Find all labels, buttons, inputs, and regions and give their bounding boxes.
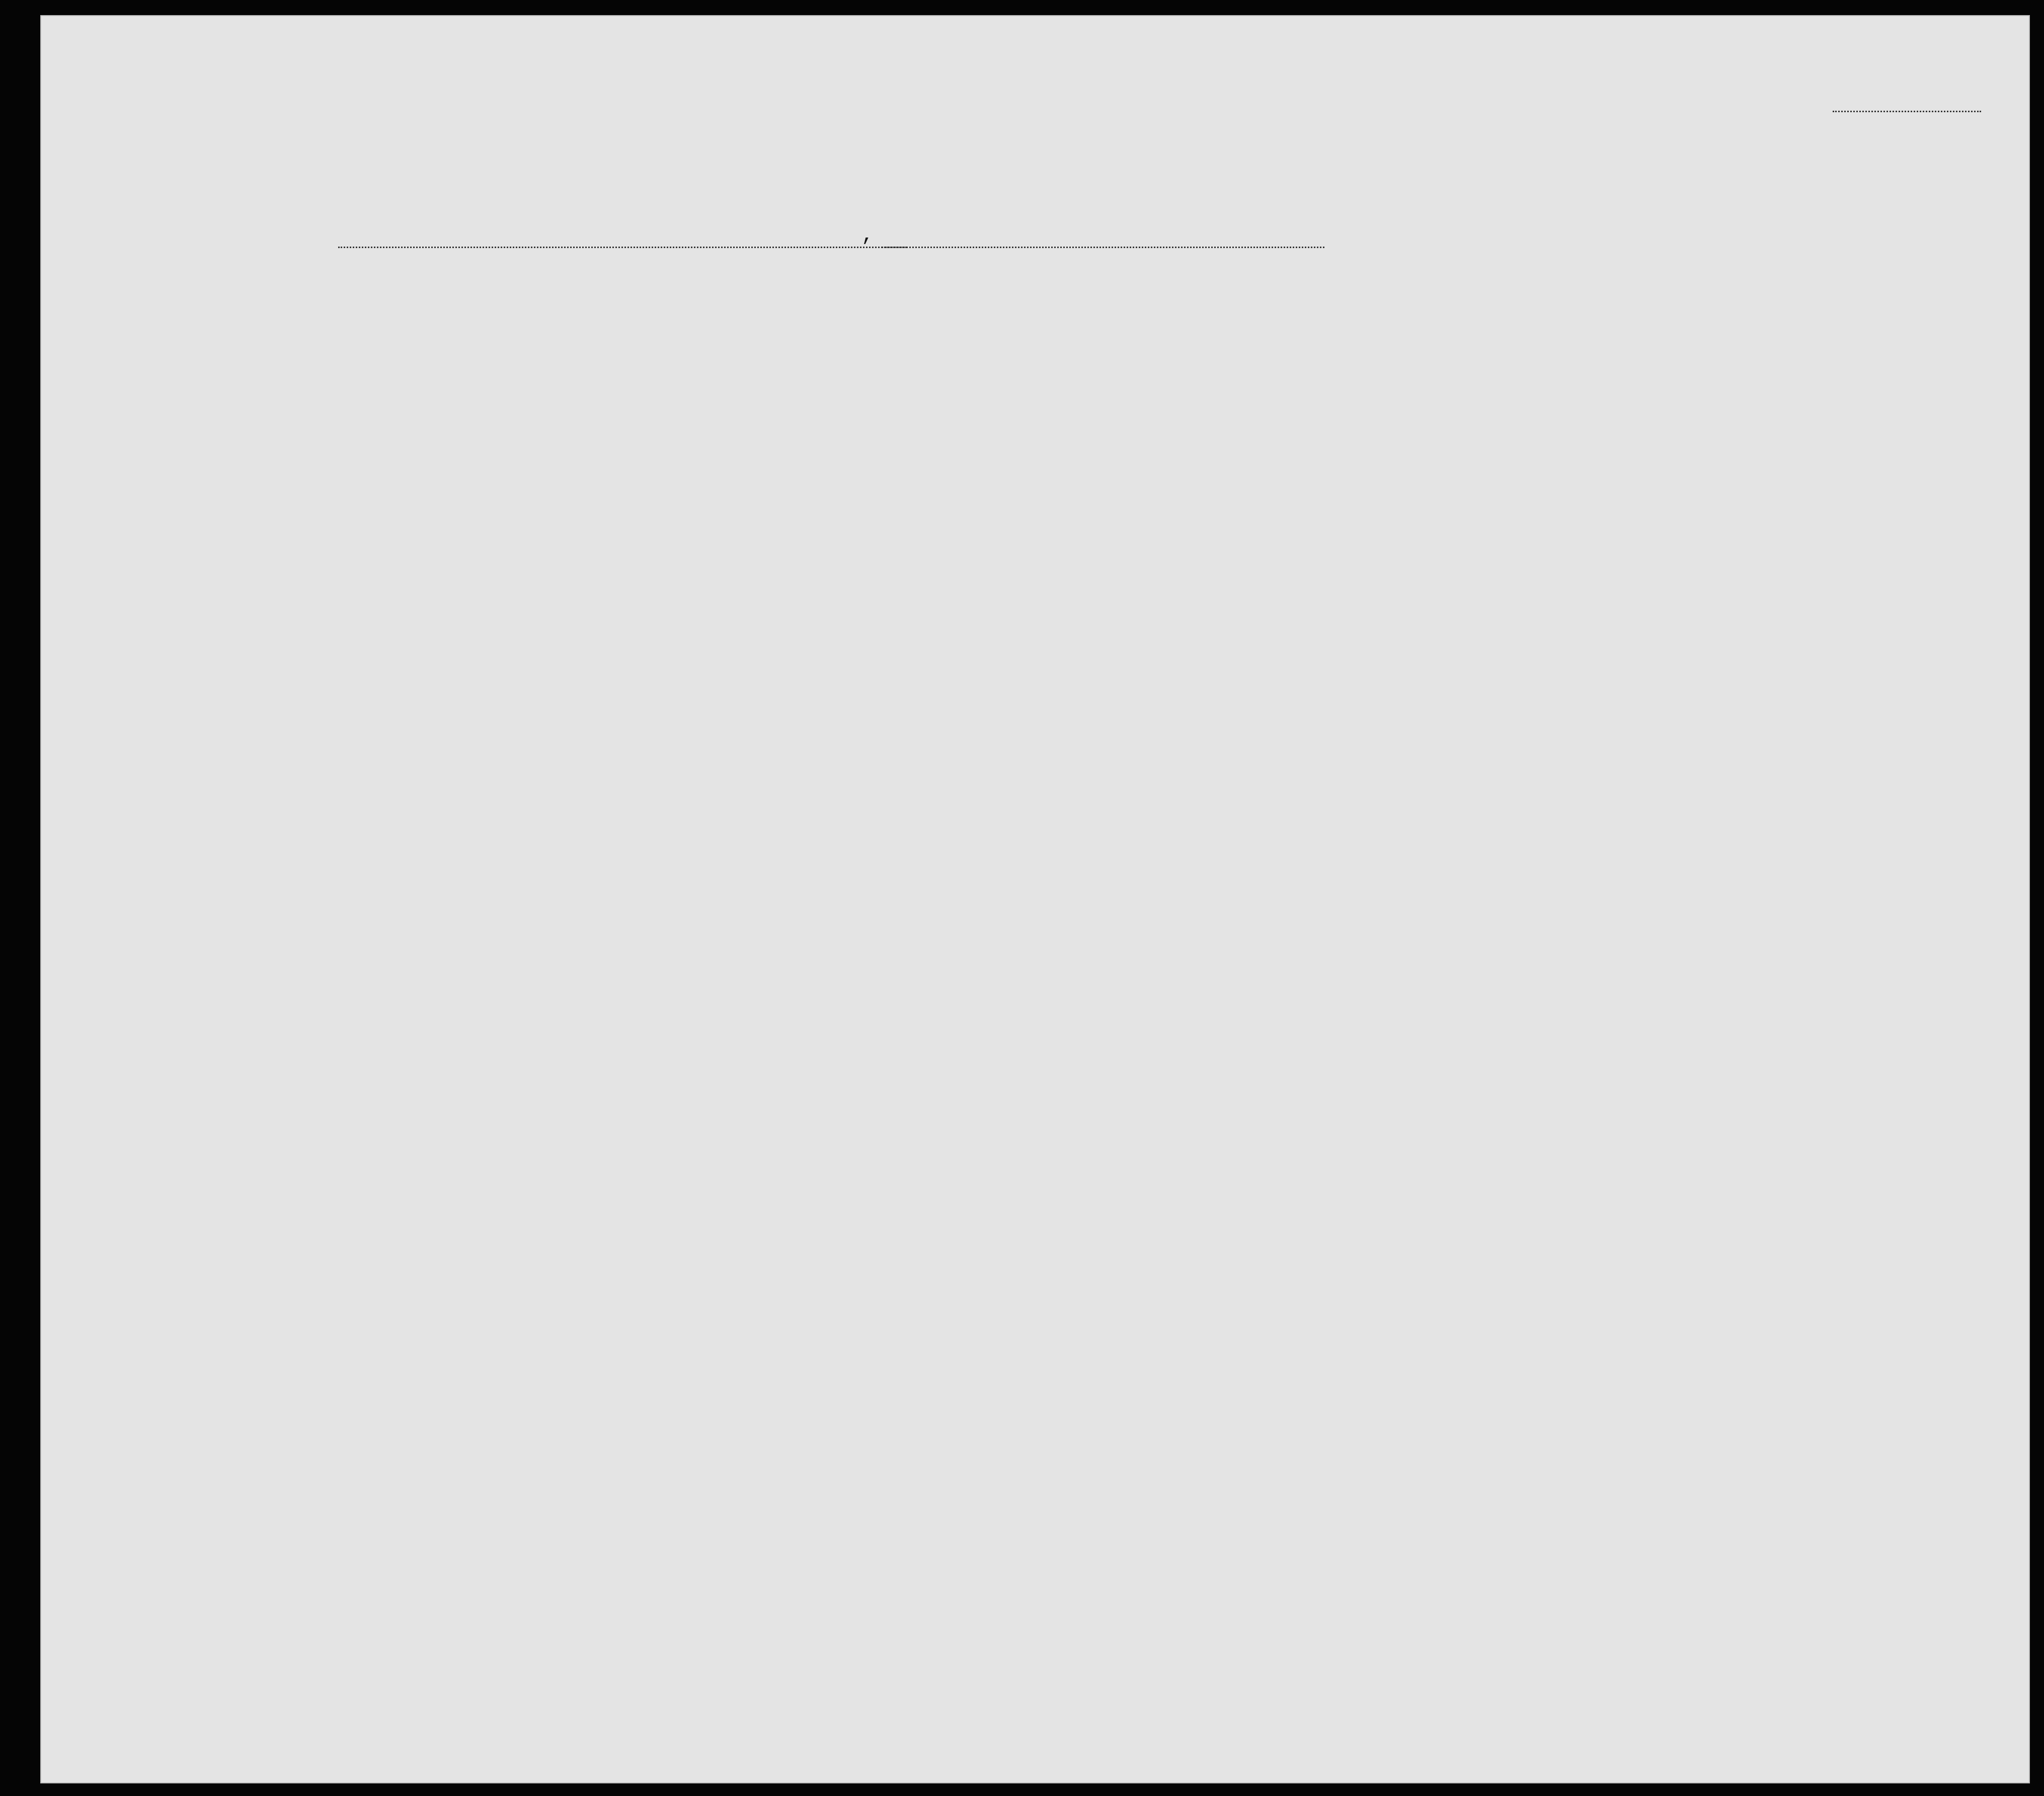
port-line	[338, 247, 907, 248]
date-line	[882, 247, 1324, 248]
manifest-sheet	[40, 15, 2030, 1783]
comma-mark: ,	[861, 224, 874, 247]
table-grid	[41, 16, 2029, 1782]
list-underline	[1833, 111, 1981, 112]
